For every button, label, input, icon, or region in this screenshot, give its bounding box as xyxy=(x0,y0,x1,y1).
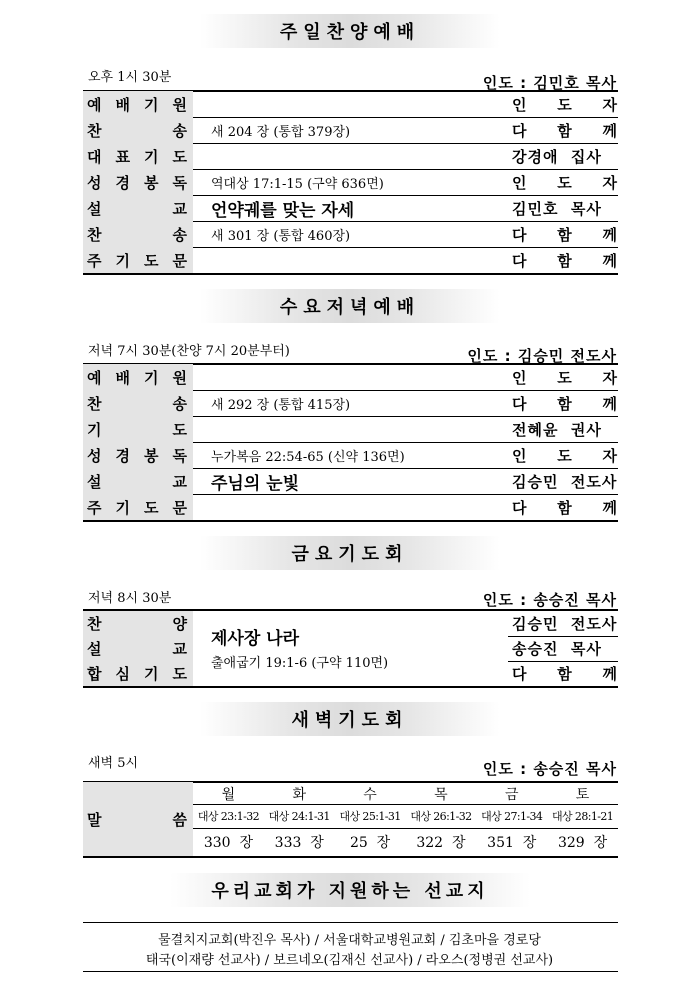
day-header: 목 xyxy=(434,787,448,803)
label-char: 기 xyxy=(144,95,159,114)
daily-hymn: 330 장 xyxy=(203,835,253,851)
table-bottom-rule xyxy=(83,273,618,275)
order-row xyxy=(83,364,618,390)
daily-reading: 대상 28:1-21 xyxy=(551,810,614,823)
leader-char: 께 xyxy=(602,121,618,140)
leader-char: 함 xyxy=(557,225,573,244)
order-leader xyxy=(508,117,618,143)
label-char: 송 xyxy=(172,121,187,140)
missions-line-2: 태국(이재량 선교사) / 보르네오(김재신 선교사) / 라오스(정병권 선교사) xyxy=(145,953,554,968)
label-char: 독 xyxy=(172,173,187,192)
order-label xyxy=(83,169,193,195)
leader-char: 함 xyxy=(557,394,573,413)
daily-hymn: 333 장 xyxy=(274,835,324,851)
friday-leader: 인도 : 송승진 목사 xyxy=(482,591,617,609)
order-row xyxy=(83,195,618,221)
day-header: 토 xyxy=(575,787,590,803)
leader-char: 도 xyxy=(557,368,573,387)
day-header: 수 xyxy=(363,787,377,803)
label-char: 기 xyxy=(144,665,159,683)
sunday-leader: 인도 : 김민호 목사 xyxy=(482,74,617,92)
leader-char: 자 xyxy=(602,95,618,114)
friday-sermon-title: 제사장 나라 xyxy=(211,629,300,649)
daily-reading: 대상 24:1-31 xyxy=(268,810,330,823)
label-char: 말 xyxy=(87,811,102,829)
label-char: 기 xyxy=(144,147,159,166)
order-row xyxy=(83,91,618,117)
order-label xyxy=(83,91,193,117)
label-char: 원 xyxy=(172,95,187,114)
label-char: 봉 xyxy=(144,446,159,465)
order-row xyxy=(83,468,618,494)
section-title-friday: 금요기도회 xyxy=(200,536,500,570)
table-bottom-rule xyxy=(83,520,618,522)
day-header: 금 xyxy=(504,787,519,803)
row-rule xyxy=(193,828,618,829)
order-label xyxy=(83,143,193,169)
order-leader xyxy=(508,221,618,247)
daily-hymn: 25 장 xyxy=(349,835,391,851)
label-char: 도 xyxy=(144,251,159,270)
leader-char: 인 xyxy=(512,368,528,387)
wednesday-time: 저녁 7시 30분(찬양 7시 20분부터) xyxy=(88,344,290,359)
missions-line-1: 물결치지교회(박진우 목사) / 서울대학교병원교회 / 김초마을 경로당 xyxy=(158,933,541,948)
day-header: 화 xyxy=(292,787,306,803)
order-leader: 전혜윤 권사 xyxy=(512,420,602,439)
label-char: 찬 xyxy=(87,394,102,413)
order-leader xyxy=(508,247,618,273)
label-char: 성 xyxy=(87,446,102,465)
sermon-title: 언약궤를 맞는 자세 xyxy=(211,200,355,221)
section-title-dawn: 새벽기도회 xyxy=(200,702,500,736)
daily-hymn: 329 장 xyxy=(557,835,608,851)
label-char: 도 xyxy=(172,665,187,683)
leader-char: 함 xyxy=(557,121,573,140)
label-char: 설 xyxy=(87,472,102,491)
leader-char: 께 xyxy=(602,665,618,683)
order-label xyxy=(83,364,193,390)
label-char: 양 xyxy=(172,615,187,633)
friday-time: 저녁 8시 30분 xyxy=(88,591,172,606)
order-label xyxy=(83,117,193,143)
order-label xyxy=(83,195,193,221)
friday-label xyxy=(83,661,193,686)
order-row xyxy=(83,143,618,169)
order-label xyxy=(83,494,193,520)
label-char: 예 xyxy=(87,368,102,387)
order-leader xyxy=(508,390,618,416)
order-leader xyxy=(508,91,618,117)
order-label xyxy=(83,221,193,247)
wednesday-leader: 인도 : 김승민 전도사 xyxy=(467,347,617,365)
label-char: 배 xyxy=(115,95,130,114)
row-rule xyxy=(193,804,618,805)
dawn-leader: 인도 : 송승진 목사 xyxy=(482,760,617,778)
leader-char: 인 xyxy=(512,173,528,192)
label-char: 기 xyxy=(87,420,102,439)
order-content: 새 204 장 (통합 379장) xyxy=(211,124,351,140)
label-char: 주 xyxy=(87,498,102,517)
label-char: 경 xyxy=(115,173,130,192)
order-leader: 김승민 전도사 xyxy=(512,472,618,491)
dawn-label xyxy=(83,782,193,857)
label-char: 찬 xyxy=(87,121,102,140)
leader-char: 께 xyxy=(602,394,618,413)
order-label xyxy=(83,442,193,468)
order-label xyxy=(83,390,193,416)
daily-hymn: 322 장 xyxy=(416,835,466,851)
label-char: 교 xyxy=(172,472,187,491)
daily-hymn: 351 장 xyxy=(487,835,537,851)
order-row xyxy=(83,169,618,195)
order-row xyxy=(83,494,618,520)
leader-char: 다 xyxy=(512,225,528,244)
label-char: 도 xyxy=(172,420,187,439)
label-char: 원 xyxy=(172,368,187,387)
section-title-wednesday: 수요저녁예배 xyxy=(200,289,500,323)
leader-char: 함 xyxy=(557,498,573,517)
order-row xyxy=(83,247,618,273)
daily-reading: 대상 23:1-32 xyxy=(197,810,259,823)
order-leader xyxy=(508,442,618,468)
order-row xyxy=(83,416,618,442)
leader-char: 다 xyxy=(512,394,528,413)
leader-char: 도 xyxy=(557,173,573,192)
leader-char: 자 xyxy=(602,446,618,465)
order-content: 새 292 장 (통합 415장) xyxy=(211,397,351,413)
day-header: 월 xyxy=(221,787,236,803)
leader-char: 께 xyxy=(602,251,618,270)
order-row xyxy=(83,390,618,416)
label-char: 문 xyxy=(172,498,187,517)
label-char: 주 xyxy=(87,251,102,270)
label-char: 합 xyxy=(87,665,102,683)
label-char: 심 xyxy=(115,665,130,683)
order-leader xyxy=(508,494,618,520)
leader-char: 함 xyxy=(557,251,573,270)
friday-leader: 송승진 목사 xyxy=(512,640,602,658)
leader-char: 도 xyxy=(557,95,573,114)
dawn-time: 새벽 5시 xyxy=(88,756,139,771)
label-char: 기 xyxy=(115,251,130,270)
label-char: 송 xyxy=(172,394,187,413)
label-char: 성 xyxy=(87,173,102,192)
order-leader xyxy=(508,169,618,195)
label-char: 대 xyxy=(87,147,102,166)
leader-char: 다 xyxy=(512,498,528,517)
order-leader: 김민호 목사 xyxy=(512,199,602,218)
sermon-title: 주님의 눈빛 xyxy=(211,473,300,494)
leader-char: 자 xyxy=(602,173,618,192)
leader-char: 함 xyxy=(557,665,573,683)
leader-char: 자 xyxy=(602,368,618,387)
order-leader: 강경애 집사 xyxy=(512,147,602,166)
label-char: 표 xyxy=(115,147,130,166)
table-bottom-rule xyxy=(83,686,618,688)
label-char: 도 xyxy=(144,498,159,517)
sunday-time: 오후 1시 30분 xyxy=(88,70,172,85)
label-char: 문 xyxy=(172,251,187,270)
label-char: 기 xyxy=(144,368,159,387)
order-row xyxy=(83,221,618,247)
table-bottom-rule xyxy=(83,856,618,858)
section-title-missions: 우리교회가 지원하는 선교지 xyxy=(170,873,530,907)
daily-reading: 대상 26:1-32 xyxy=(410,810,472,823)
friday-scripture: 출애굽기 19:1-6 (구약 110면) xyxy=(211,656,389,671)
leader-char: 께 xyxy=(602,225,618,244)
order-row xyxy=(83,442,618,468)
leader-char: 인 xyxy=(512,446,528,465)
label-char: 교 xyxy=(172,199,187,218)
order-row xyxy=(83,117,618,143)
label-char: 도 xyxy=(172,147,187,166)
leader-char: 인 xyxy=(512,95,528,114)
leader-char: 다 xyxy=(512,121,528,140)
label-char: 경 xyxy=(115,446,130,465)
daily-reading: 대상 27:1-34 xyxy=(481,810,543,823)
label-char: 씀 xyxy=(172,811,187,829)
order-label xyxy=(83,416,193,442)
leader-char: 다 xyxy=(512,665,528,683)
order-leader xyxy=(508,364,618,390)
leader-char: 도 xyxy=(557,446,573,465)
label-char: 송 xyxy=(172,225,187,244)
label-char: 봉 xyxy=(144,173,159,192)
label-char: 찬 xyxy=(87,615,102,633)
label-char: 설 xyxy=(87,640,102,658)
friday-label xyxy=(83,611,193,636)
order-content: 누가복음 22:54-65 (신약 136면) xyxy=(211,449,405,465)
order-label xyxy=(83,247,193,273)
label-char: 예 xyxy=(87,95,102,114)
leader-char: 께 xyxy=(602,498,618,517)
friday-label xyxy=(83,636,193,661)
label-char: 기 xyxy=(115,498,130,517)
label-char: 배 xyxy=(115,368,130,387)
leader-char: 다 xyxy=(512,251,528,270)
label-char: 교 xyxy=(172,640,187,658)
label-char: 찬 xyxy=(87,225,102,244)
daily-reading: 대상 25:1-31 xyxy=(339,810,401,823)
order-content: 역대상 17:1-15 (구약 636면) xyxy=(211,176,384,192)
label-char: 독 xyxy=(172,446,187,465)
friday-leader xyxy=(508,661,618,686)
order-content: 새 301 장 (통합 460장) xyxy=(211,228,351,244)
order-label xyxy=(83,468,193,494)
friday-leader: 김승민 전도사 xyxy=(512,615,618,633)
label-char: 설 xyxy=(87,199,102,218)
section-title-sunday: 주일찬양예배 xyxy=(200,14,500,48)
